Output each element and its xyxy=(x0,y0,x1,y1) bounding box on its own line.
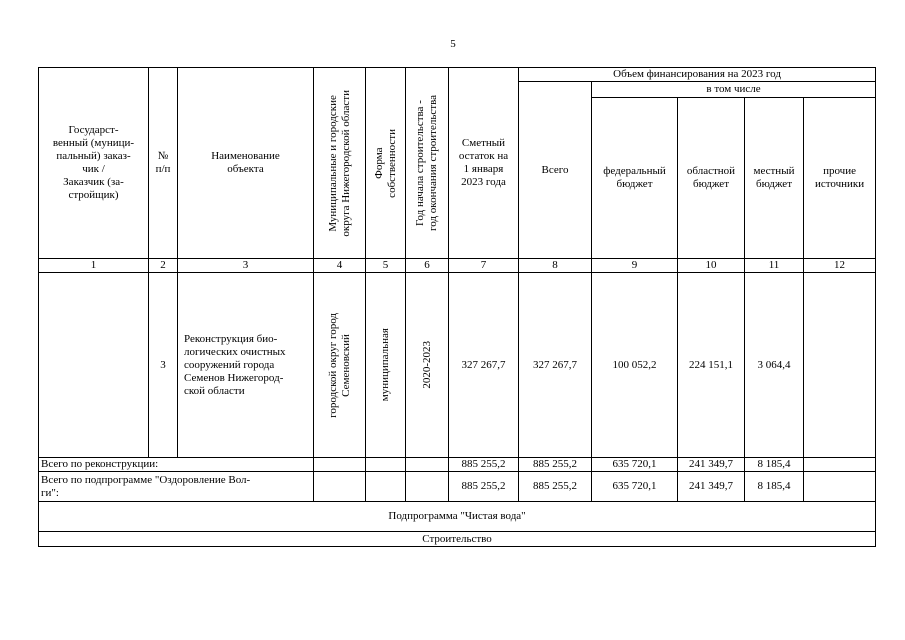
header-object-name: Наименование объекта xyxy=(178,68,314,259)
total-federal: 635 720,1 xyxy=(592,458,678,472)
financing-table xyxy=(38,67,876,547)
section-row xyxy=(39,532,876,547)
header-municipality-text: Муниципальные и городские округа Нижегородской области xyxy=(326,89,352,237)
total-local: 8 185,4 xyxy=(745,458,804,472)
total-other xyxy=(804,458,876,472)
total-row-subprogram xyxy=(39,472,876,502)
page-number: 5 xyxy=(450,38,456,50)
total-regional: 241 349,7 xyxy=(678,472,745,502)
header-municipality xyxy=(314,68,366,259)
total-row-reconstruction xyxy=(39,458,876,472)
header-regional: областной бюджет xyxy=(678,98,745,259)
header-total: Всего xyxy=(519,82,592,259)
row-ownership-text: муниципальная xyxy=(379,328,391,402)
header-estimate-balance: Сметный остаток на 1 января 2023 года xyxy=(449,68,519,259)
total-other xyxy=(804,472,876,502)
header-including: в том числе xyxy=(592,82,876,98)
header-ownership xyxy=(366,68,406,259)
header-other: прочие источники xyxy=(804,98,876,259)
row-municipality-text: городской округ город Семеновский xyxy=(326,312,352,418)
column-number-row xyxy=(39,259,876,273)
header-ownership-text: Форма собственности xyxy=(372,128,398,198)
column-number: 12 xyxy=(804,259,876,273)
header-row xyxy=(39,68,876,82)
header-years-text: Год начала строительства - год окончания строительства xyxy=(414,95,439,231)
row-years xyxy=(406,273,449,458)
subprogram-row xyxy=(39,502,876,532)
column-number: 7 xyxy=(449,259,519,273)
row-object-name: Реконструкция био- логических очистных сооружений города Семенов Нижегород- ской области xyxy=(178,273,314,458)
column-number: 3 xyxy=(178,259,314,273)
row-ownership xyxy=(366,273,406,458)
total-federal: 635 720,1 xyxy=(592,472,678,502)
row-regional: 224 151,1 xyxy=(678,273,745,458)
header-funding-volume: Объем финансирования на 2023 год xyxy=(519,68,876,82)
header-federal: федеральный бюджет xyxy=(592,98,678,259)
row-federal: 100 052,2 xyxy=(592,273,678,458)
column-number: 4 xyxy=(314,259,366,273)
column-number: 6 xyxy=(406,259,449,273)
column-number: 1 xyxy=(39,259,149,273)
table-row xyxy=(39,273,876,458)
column-number: 9 xyxy=(592,259,678,273)
total-estimate-balance: 885 255,2 xyxy=(449,458,519,472)
header-local: местный бюджет xyxy=(745,98,804,259)
header-item-no: № п/п xyxy=(149,68,178,259)
column-number: 8 xyxy=(519,259,592,273)
row-years-text: 2020-2023 xyxy=(420,341,433,389)
total-total: 885 255,2 xyxy=(519,458,592,472)
row-customer xyxy=(39,273,149,458)
row-item-no: 3 xyxy=(149,273,178,458)
row-total: 327 267,7 xyxy=(519,273,592,458)
row-other xyxy=(804,273,876,458)
header-years xyxy=(406,68,449,259)
total-local: 8 185,4 xyxy=(745,472,804,502)
header-customer: Государст- венный (муници- пальный) заказ- чик / Заказчик (за- стройщик) xyxy=(39,68,149,259)
column-number: 5 xyxy=(366,259,406,273)
subprogram-title: Подпрограмма "Чистая вода" xyxy=(39,502,876,532)
total-regional: 241 349,7 xyxy=(678,458,745,472)
total-label: Всего по подпрограмме "Оздоровление Вол- ги": xyxy=(39,472,314,502)
total-estimate-balance: 885 255,2 xyxy=(449,472,519,502)
column-number: 2 xyxy=(149,259,178,273)
total-total: 885 255,2 xyxy=(519,472,592,502)
row-estimate-balance: 327 267,7 xyxy=(449,273,519,458)
column-number: 10 xyxy=(678,259,745,273)
row-municipality xyxy=(314,273,366,458)
column-number: 11 xyxy=(745,259,804,273)
section-title: Строительство xyxy=(39,532,876,547)
row-local: 3 064,4 xyxy=(745,273,804,458)
total-label: Всего по реконструкции: xyxy=(39,458,314,472)
